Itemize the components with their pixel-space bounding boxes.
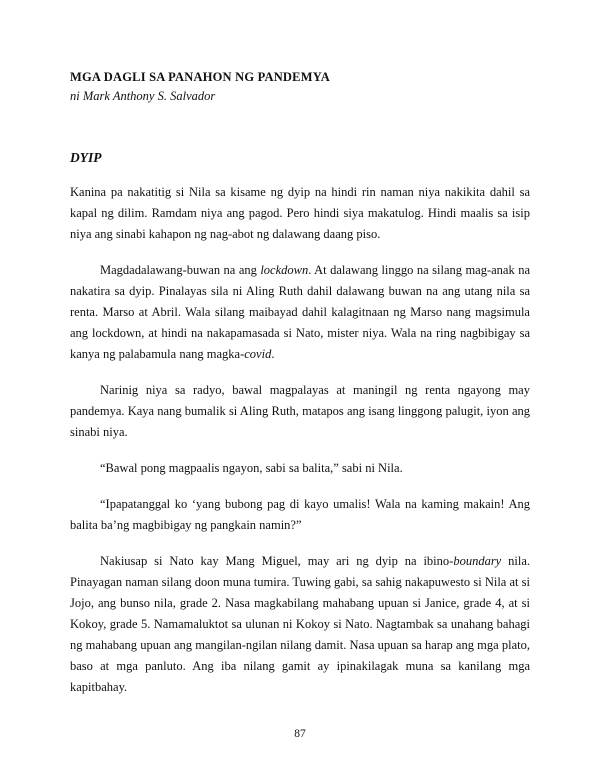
paragraph-6-emphasis-boundary: boundary [453,554,502,568]
document-page [70,70,530,698]
paragraph-1: Kanina pa nakatitig si Nila sa kisame ng dyip na hindi rin naman niya nakikita dahil sa kapal ng dilim. Ramdam niya ang pagod. Pero hindi siya makatulog. Hindi maalis sa isip niya ang sinabi kahapon ng nag-abot ng dalawang daang piso. [70,185,530,241]
page-number: 87 [294,728,306,740]
paragraph-6-text-b: nila. Pinayagan naman silang doon muna tumira. Tuwing gabi, sa sahig nakapuwesto si Nila at si Jojo, ang bunso nila, grade 2. Nasa magkabilang mahabang upuan si Janice, grade 4, at si Kokoy, grade 5. Namamaluktot sa ulunan ni Kokoy si Nato. Nagtambak sa unahang bahagi ng mahabang upuan ang mangilan-ngilan nilang damit. Nasa upuan sa harap ang mga plato, baso at mga panluto. Ang iba nilang gamit ay ipinakilagak muna sa kanilang mga kapitbahay. [70,554,531,694]
paragraph-2-text-b: . At dalawang linggo na silang mag-anak na nakatira sa dyip. Pinalayas sila ni Aling Ruth dahil dalawang buwan na ang utang nila sa renta. Marso at Abril. Wala silang maibayad dahil kalagitnaan ng Marso nang magsimula ang lockdown, at hindi na nakapamasada si Nato, mister niya. Wala na ring nagbibigay sa kanya ng palabamula nang magka- [70,263,530,361]
paragraph-3: Narinig niya sa radyo, bawal magpalayas at maningil ng renta ngayong may pandemya. Kaya nang bumalik si Aling Ruth, matapos ang isang linggong palugit, iyon ang sinabi niya. [70,383,530,439]
paragraph-2 [70,260,530,365]
author-line: ni Mark Anthony S. Salvador [70,89,216,103]
paragraph-2-emphasis-covid: covid [244,347,272,361]
section-heading: DYIP [70,150,102,165]
document-title: MGA DAGLI SA PANAHON NG PANDEMYA [70,70,330,84]
paragraph-4: “Bawal pong magpaalis ngayon, sabi sa balita,” sabi ni Nila. [100,461,403,475]
paragraph-5: “Ipapatanggal ko ‘yang bubong pag di kayo umalis! Wala na kaming makain! Ang balita ba’ng magbibigay ng pangkain namin?” [70,497,530,532]
paragraph-2-text-c: . [271,347,275,361]
paragraph-6 [70,551,530,698]
paragraph-2-emphasis-lockdown: lockdown [260,263,309,277]
paragraph-6-text-a: Nakiusap si Nato kay Mang Miguel, may ari ng dyip na ibino- [100,554,454,568]
paragraph-2-text-a: Magdadalawang-buwan na ang [100,263,261,277]
